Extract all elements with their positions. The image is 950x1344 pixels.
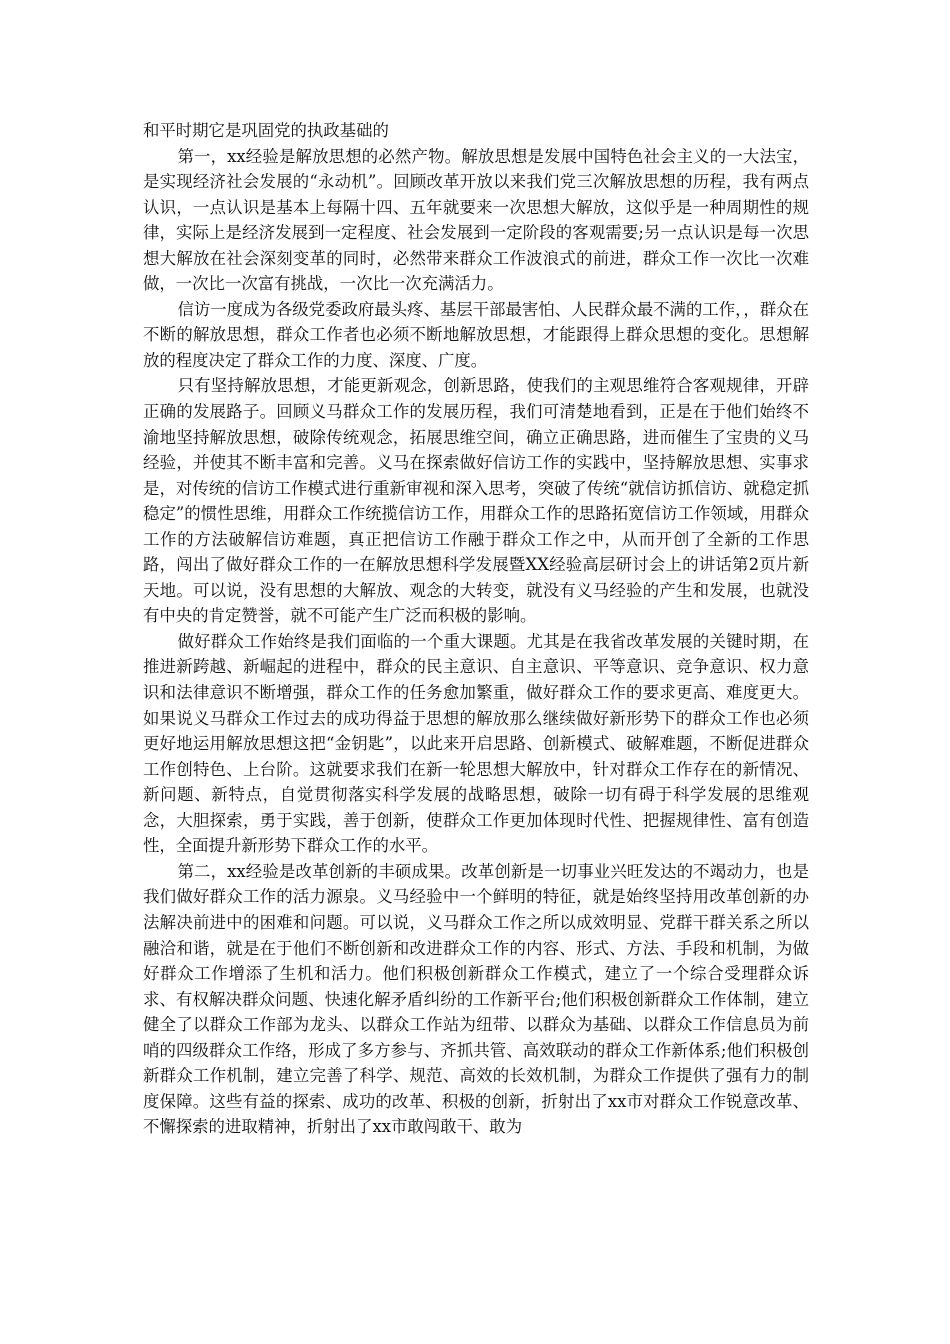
document-body — [143, 118, 809, 1140]
paragraph: 只有坚持解放思想，才能更新观念，创新思路，使我们的主观思维符合客观规律，开辟正确的发展路子。回顾义马群众工作的发展历程，我们可清楚地看到，正是在于他们始终不渝地坚持解放思想，破除传统观念，拓展思维空间，确立正确思路，进而催生了宝贵的义马经验，并使其不断丰富和完善。义马在探索做好信访工作的实践中，坚持解放思想、实事求是，对传统的信访工作模式进行重新审视和深入思考，突破了传统“就信访抓信访、就稳定抓稳定”的惯性思维，用群众工作统揽信访工作，用群众工作的思路拓宽信访工作领域，用群众工作的方法破解信访难题，真正把信访工作融于群众工作之中，从而开创了全新的工作思路，闯出了做好群众工作的一在解放思想科学发展暨XX经验高层研讨会上的讲话第2页片新天地。可以说，没有思想的大解放、观念的大转变，就没有义马经验的产生和发展，也就没有中央的肯定赞誉，就不可能产生广泛而积极的影响。 — [143, 376, 809, 626]
paragraph: 第一，xx经验是解放思想的必然产物。解放思想是发展中国特色社会主义的一大法宝，是实现经济社会发展的“永动机”。回顾改革开放以来我们党三次解放思想的历程，我有两点认识，一点认识是基本上每隔十四、五年就要来一次思想大解放，这似乎是一种周期性的规律，实际上是经济发展到一定程度、社会发展到一定阶段的客观需要;另一点认识是每一次思想大解放在社会深刻变革的同时，必然带来群众工作波浪式的前进，群众工作一次比一次难做，一次比一次富有挑战，一次比一次充满活力。 — [143, 146, 809, 294]
paragraph-continuation: 和平时期它是巩固党的执政基础的 — [143, 121, 389, 140]
paragraph: 第二，xx经验是改革创新的丰硕成果。改革创新是一切事业兴旺发达的不竭动力，也是我们做好群众工作的活力源泉。义马经验中一个鲜明的特征，就是始终坚持用改革创新的办法解决前进中的困难和问题。可以说，义马群众工作之所以成效明显、党群干群关系之所以融洽和谐，就是在于他们不断创新和改进群众工作的内容、形式、方法、手段和机制，为做好群众工作增添了生机和活力。他们积极创新群众工作模式，建立了一个综合受理群众诉求、有权解决群众问题、快速化解矛盾纠纷的工作新平台;他们积极创新群众工作体制，建立健全了以群众工作部为龙头、以群众工作站为纽带、以群众为基础、以群众工作信息员为前哨的四级群众工作络，形成了多方参与、齐抓共管、高效联动的群众工作新体系;他们积极创新群众工作机制，建立完善了科学、规范、高效的长效机制，为群众工作提供了强有力的制度保障。这些有益的探索、成功的改革、积极的创新，折射出了xx市对群众工作锐意改革、不懈探索的进取精神，折射出了xx市敢闯敢干、敢为 — [143, 861, 809, 1137]
paragraph: 信访一度成为各级党委政府最头疼、基层干部最害怕、人民群众最不满的工作，，群众在不断的解放思想，群众工作者也必须不断地解放思想，才能跟得上群众思想的变化。思想解放的程度决定了群众工作的力度、深度、广度。 — [143, 299, 809, 370]
paragraph: 做好群众工作始终是我们面临的一个重大课题。尤其是在我省改革发展的关键时期，在推进新跨越、新崛起的进程中，群众的民主意识、自主意识、平等意识、竞争意识、权力意识和法律意识不断增强，群众工作的任务愈加繁重，做好群众工作的要求更高、难度更大。如果说义马群众工作过去的成功得益于思想的解放那么继续做好新形势下的群众工作也必须更好地运用解放思想这把“金钥匙”，以此来开启思路、创新模式、破解难题，不断促进群众工作创特色、上台阶。这就要求我们在新一轮思想大解放中，针对群众工作存在的新情况、新问题、新特点，自觉贯彻落实科学发展的战略思想，破除一切有碍于科学发展的思维观念，大胆探索，勇于实践，善于创新，使群众工作更加体现时代性、把握规律性、富有创造性，全面提升新形势下群众工作的水平。 — [143, 631, 809, 856]
